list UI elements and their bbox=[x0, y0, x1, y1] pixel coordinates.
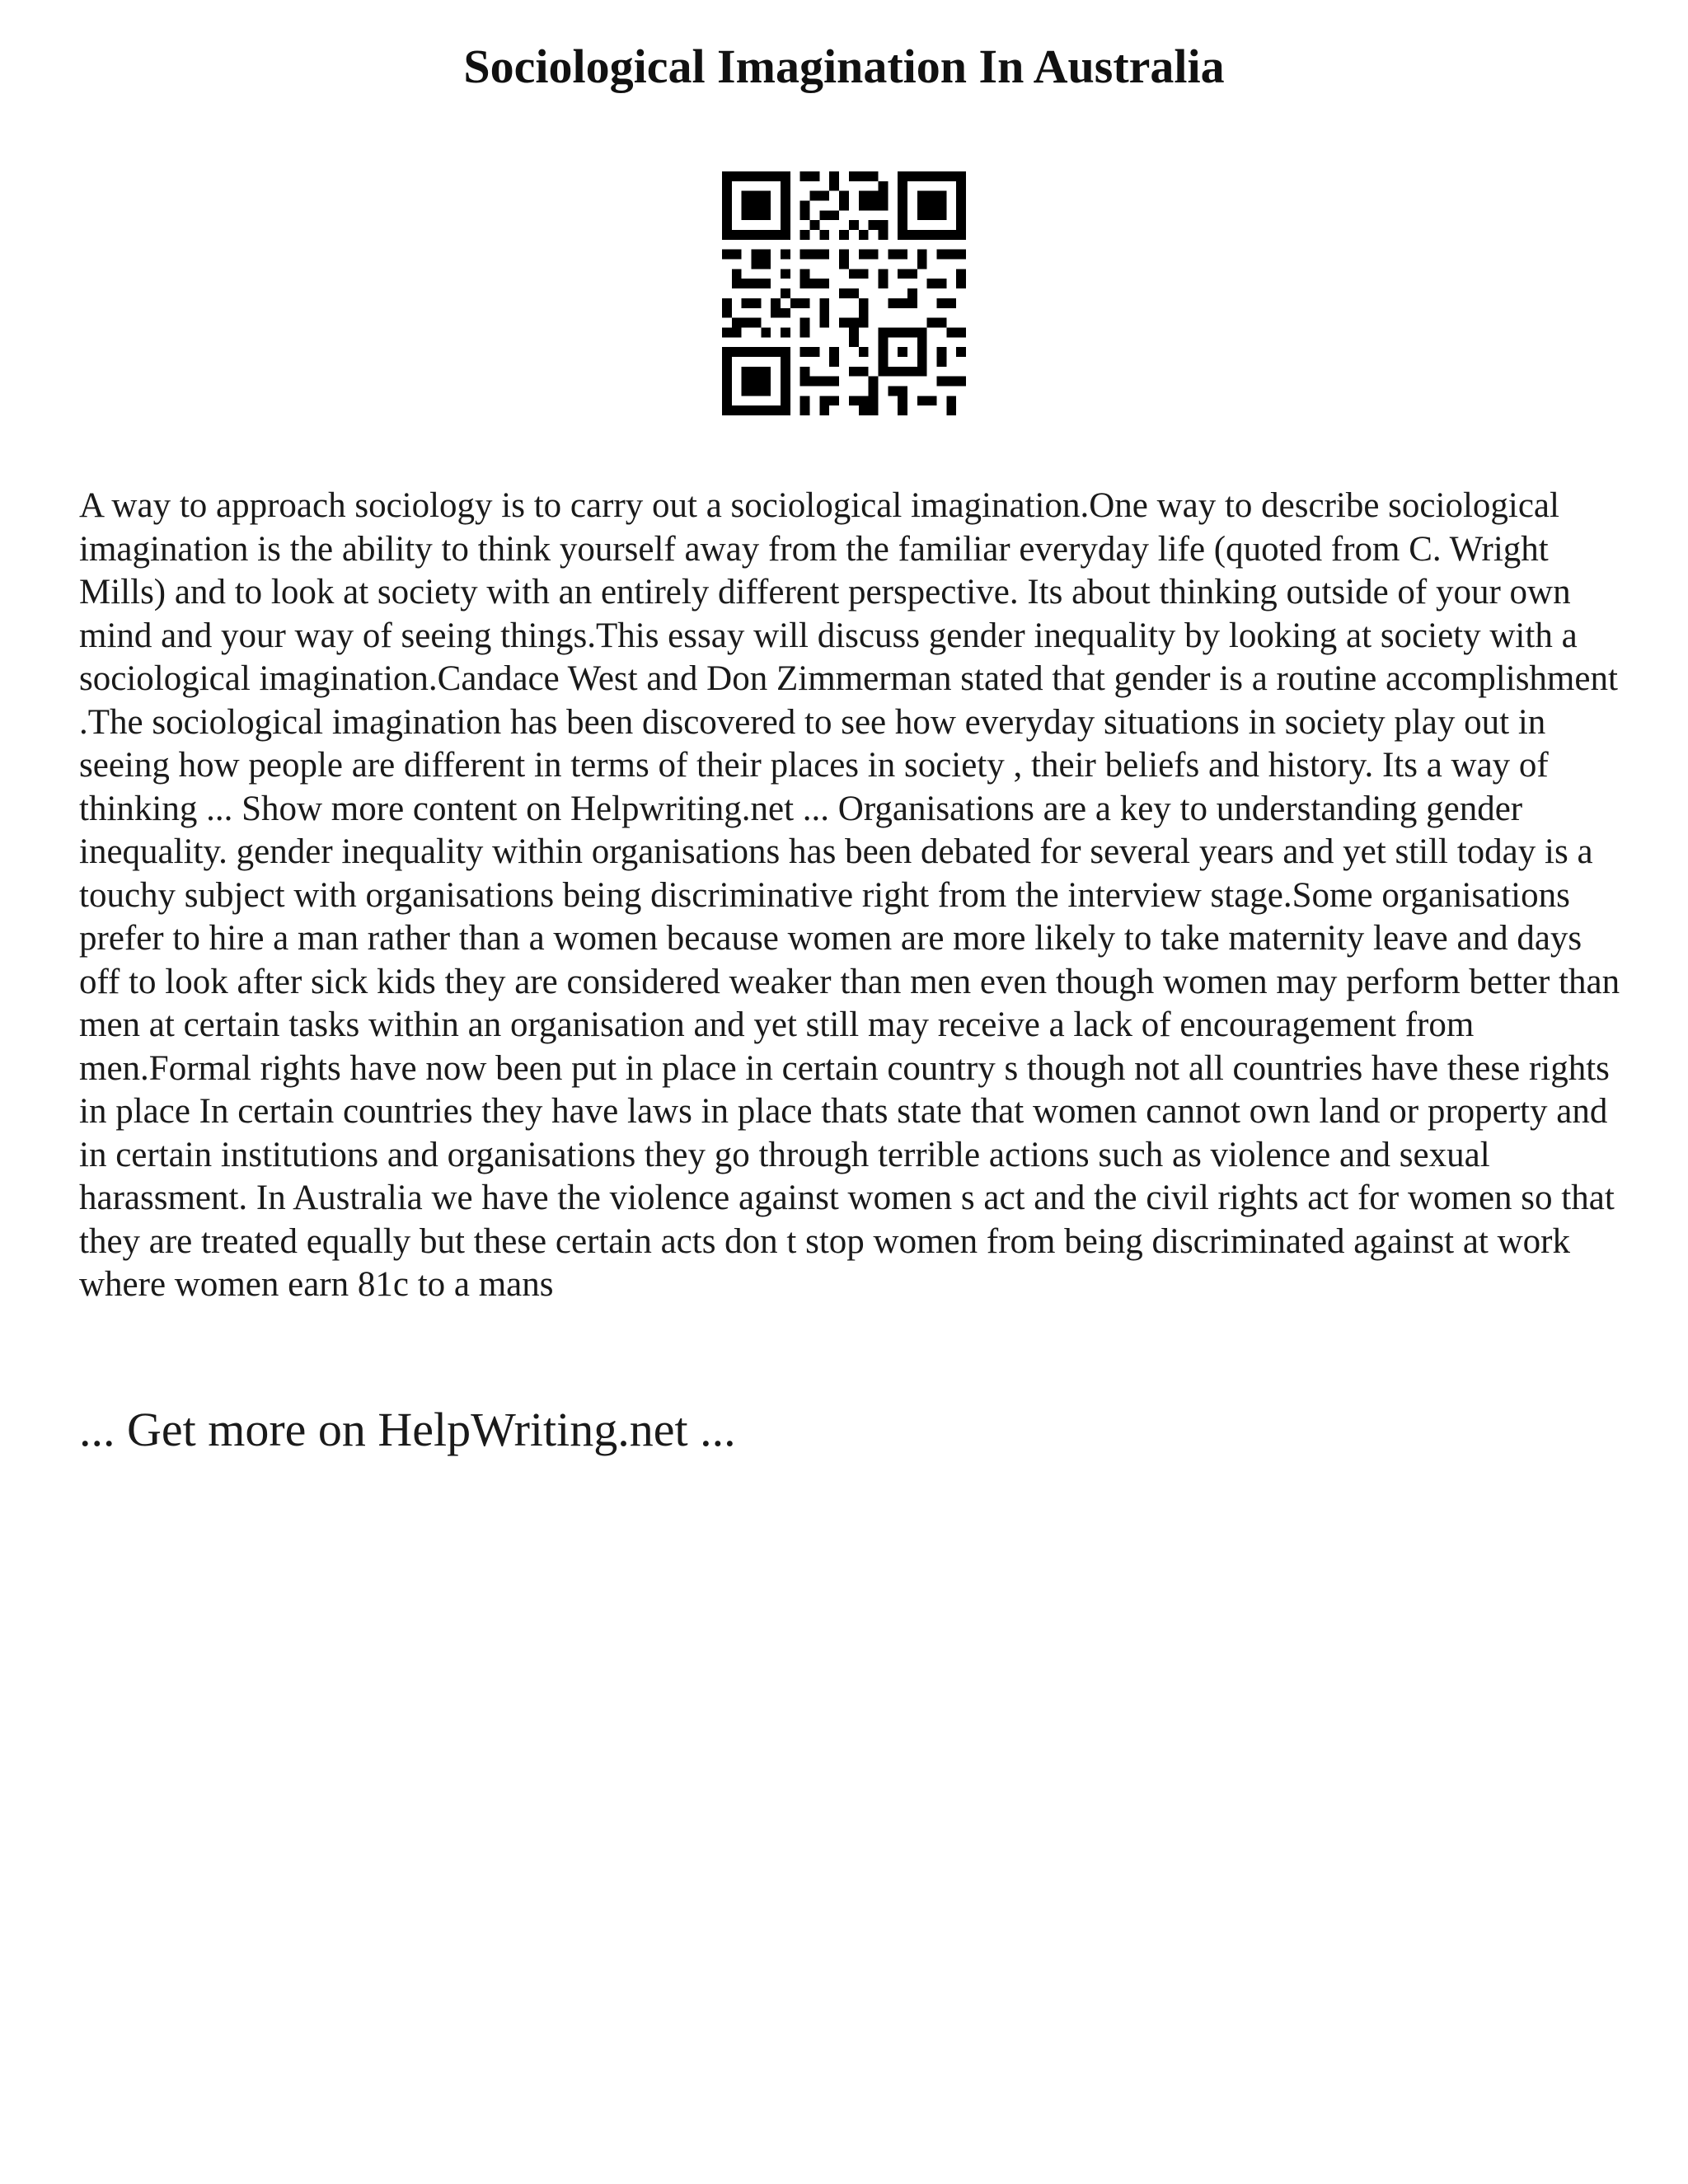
qr-code-icon[interactable] bbox=[722, 171, 966, 415]
essay-body: A way to approach sociology is to carry out a sociological imagination.One way to describe sociological imagination is the ability to think yourself away from the familiar everyday life (quoted from C. Wright Mills) and to look at society with an entirely different perspective. Its about thinking outside of your own mind and your way of seeing things.This essay will discuss gender inequality by looking at society with a sociological imagination.Candace West and Don Zimmerman stated that gender is a routine accomplishment .The sociological imagination has been discovered to see how everyday situations in society play out in seeing how people are different in terms of their places in society , their beliefs and history. Its a way of thinking ... Show more content on Helpwriting.net ... Organisations are a key to understanding gender inequality. gender inequality within organisations has been debated for several years and yet still today is a touchy subject with organisations being discriminative right from the interview stage.Some organisations prefer to hire a man rather than a women because women are more likely to take maternity leave and days off to look after sick kids they are considered weaker than men even though women may perform better than men at certain tasks within an organisation and yet still may receive a lack of encouragement from men.Formal rights have now been put in place in certain country s though not all countries have these rights in place In certain countries they have laws in place thats state that women cannot own land or property and in certain institutions and organisations they go through terrible actions such as violence and sexual harassment. In Australia we have the violence against women s act and the civil rights act for women so that they are treated equally but these certain acts don t stop women from being discriminated against at work where women earn 81c to a mans bbox=[79, 486, 1620, 1304]
get-more-link[interactable]: ... Get more on HelpWriting.net ... bbox=[79, 1403, 736, 1456]
page-title: Sociological Imagination In Australia bbox=[463, 40, 1225, 93]
